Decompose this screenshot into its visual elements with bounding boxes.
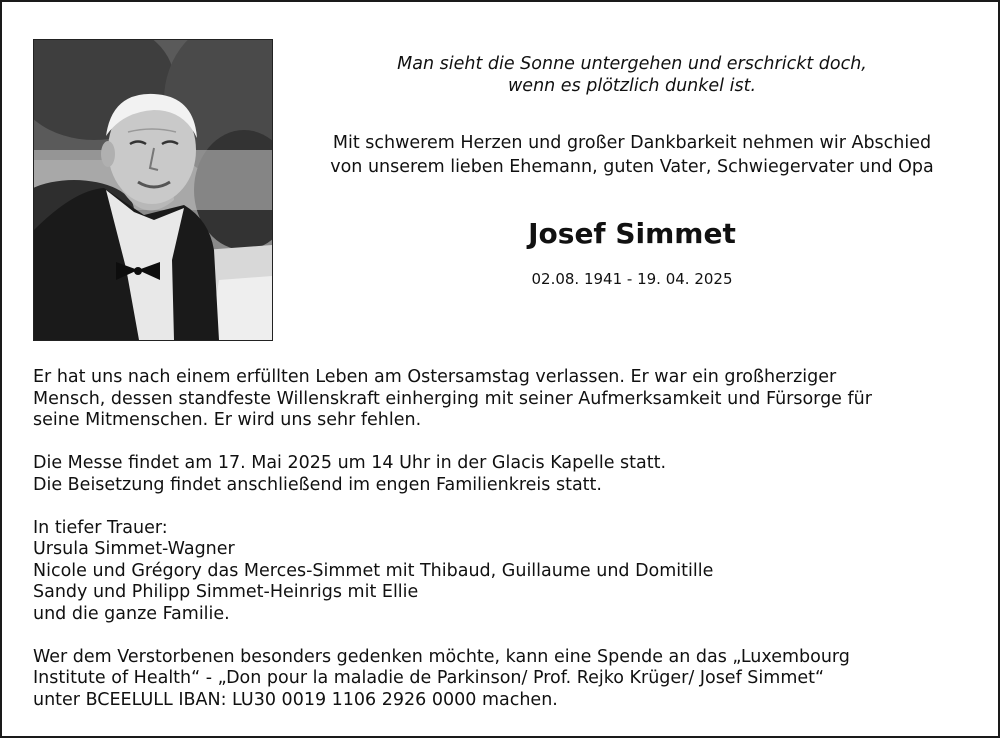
obituary-body — [33, 367, 978, 711]
tribute-paragraph: Er hat uns nach einem erfüllten Leben am Ostersamstag verlassen. Er war ein großherziger Mensch, dessen standfeste Willenskraft einherging mit seiner Aufmerksamkeit und Fürsorge für seine Mitmenschen. Er wird uns sehr fehlen. — [33, 367, 872, 430]
list-item: Nicole und Grégory das Merces-Simmet mit Thibaud, Guillaume und Domitille — [33, 560, 714, 581]
service-paragraph: Die Messe findet am 17. Mai 2025 um 14 Uhr in der Glacis Kapelle statt. Die Beisetzung findet anschließend im engen Familienkreis statt. — [33, 453, 667, 495]
list-item: Sandy und Philipp Simmet-Heinrigs mit Ellie — [33, 582, 419, 602]
quote-line: Man sieht die Sonne untergehen und erschrickt doch, — [397, 54, 867, 74]
donation-paragraph: Wer dem Verstorbenen besonders gedenken möchte, kann eine Spende an das „Luxembourg Institute of Health“ - „Don pour la maladie de Parkinson/ Prof. Rejko Krüger/ Josef Simmet“ unter BCEELULL IBAN: LU30 0019 1106 2926 0000 machen. — [33, 646, 850, 710]
farewell-intro — [302, 131, 962, 179]
portrait-photo — [33, 39, 273, 341]
quote-line: wenn es plötzlich dunkel ist. — [507, 76, 757, 96]
life-dates: 02.08. 1941 - 19. 04. 2025 — [531, 270, 733, 288]
intro-line: Mit schwerem Herzen und großer Dankbarkeit nehmen wir Abschied — [332, 133, 932, 153]
list-item: Ursula Simmet-Wagner — [33, 539, 235, 559]
list-item: und die ganze Familie. — [33, 603, 230, 624]
deceased-name: Josef Simmet — [528, 217, 736, 250]
mourners-list — [33, 518, 978, 626]
mourners-heading: In tiefer Trauer: — [33, 517, 168, 538]
memorial-quote — [302, 53, 962, 97]
intro-line: von unserem lieben Ehemann, guten Vater, Schwiegervater und Opa — [330, 157, 934, 177]
